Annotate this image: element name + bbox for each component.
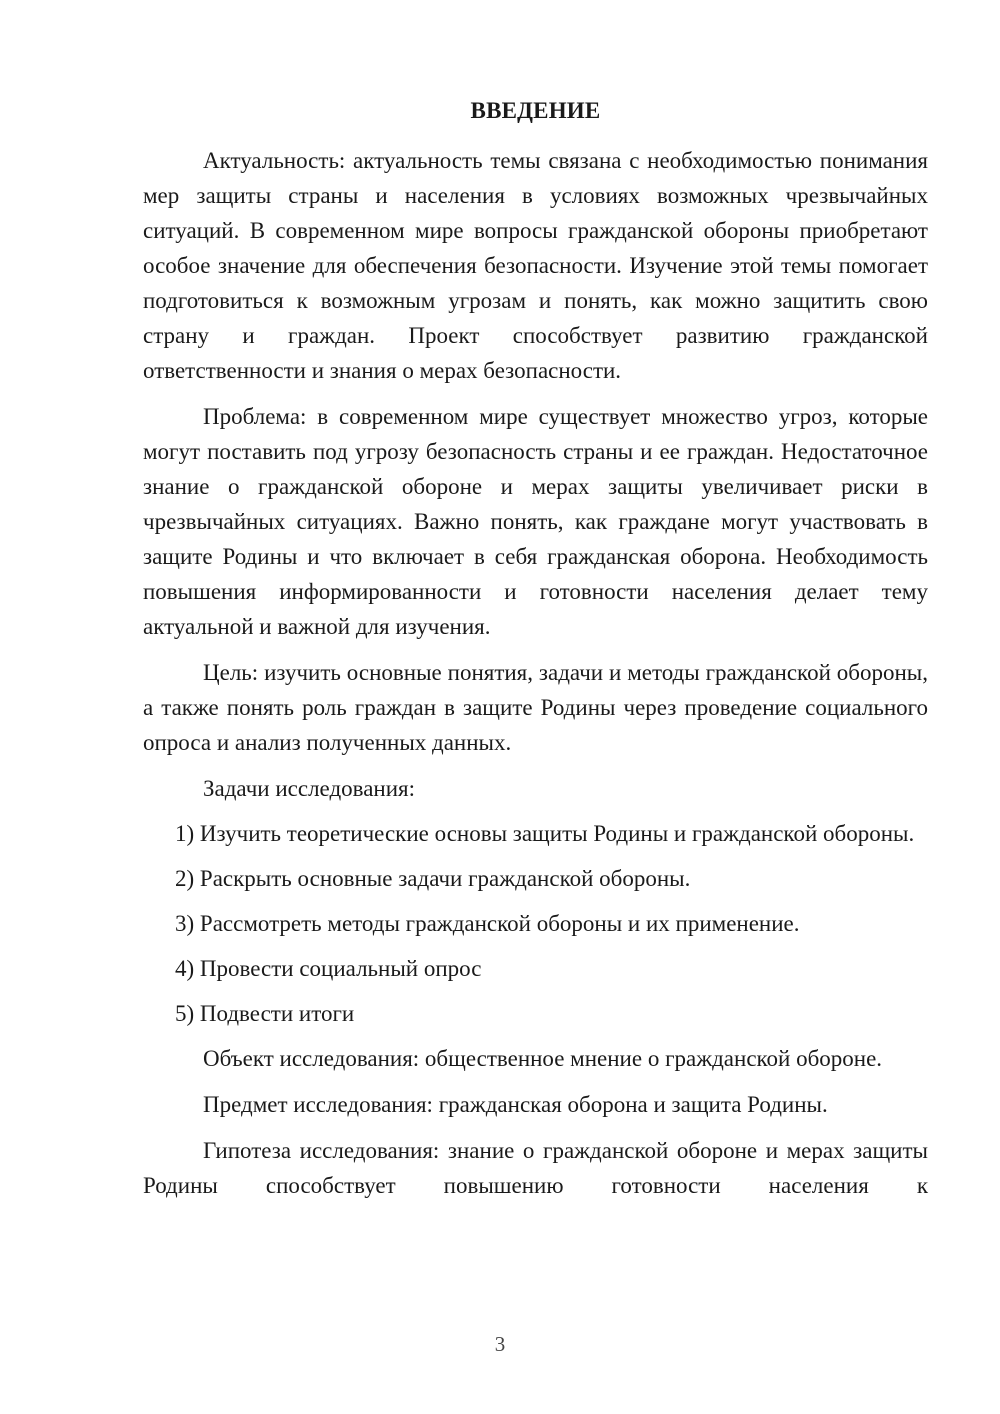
hypothesis-paragraph: Гипотеза исследования: знание о гражданской обороне и мерах защиты Родины способствует повышению готовности населения к — [143, 1138, 928, 1198]
tasks-title: Задачи исследования: — [203, 776, 416, 801]
subject-paragraph: Предмет исследования: гражданская оборона и защита Родины. — [203, 1092, 828, 1117]
task-item: 3) Рассмотреть методы гражданской обороны и их применение. — [175, 911, 800, 936]
task-item: 5) Подвести итоги — [175, 1001, 355, 1026]
section-heading: ВВЕДЕНИЕ — [470, 98, 601, 123]
document-page — [143, 94, 928, 1214]
page-number: 3 — [494, 1332, 506, 1356]
goal-paragraph: Цель: изучить основные понятия, задачи и методы гражданской обороны, а также понять роль граждан в защите Родины через проведение социального опроса и анализ полученных данных. — [143, 660, 928, 755]
task-item: 2) Раскрыть основные задачи гражданской обороны. — [175, 866, 691, 891]
task-item: 1) Изучить теоретические основы защиты Родины и гражданской обороны. — [175, 821, 915, 846]
relevance-paragraph: Актуальность: актуальность темы связана с необходимостью понимания мер защиты страны и населения в условиях возможных чрезвычайных ситуаций. В современном мире вопросы гражданской обороны приобретают особое значение для обеспечения безопасности. Изучение этой темы помогает подготовиться к возможным угрозам и понять, как можно защитить свою страну и граждан. Проект способствует развитию гражданской ответственности и знания о мерах безопасности. — [143, 148, 928, 383]
object-paragraph: Объект исследования: общественное мнение о гражданской обороне. — [203, 1046, 883, 1071]
task-item: 4) Провести социальный опрос — [175, 956, 482, 981]
problem-paragraph: Проблема: в современном мире существует множество угроз, которые могут поставить под угрозу безопасность страны и ее граждан. Недостаточное знание о гражданской обороне и мерах защиты увеличивает риски в чрезвычайных ситуациях. Важно понять, как граждане могут участвовать в защите Родины и что включает в себя гражданская оборона. Необходимость повышения информированности и готовности населения делает тему актуальной и важной для изучения. — [143, 404, 928, 639]
